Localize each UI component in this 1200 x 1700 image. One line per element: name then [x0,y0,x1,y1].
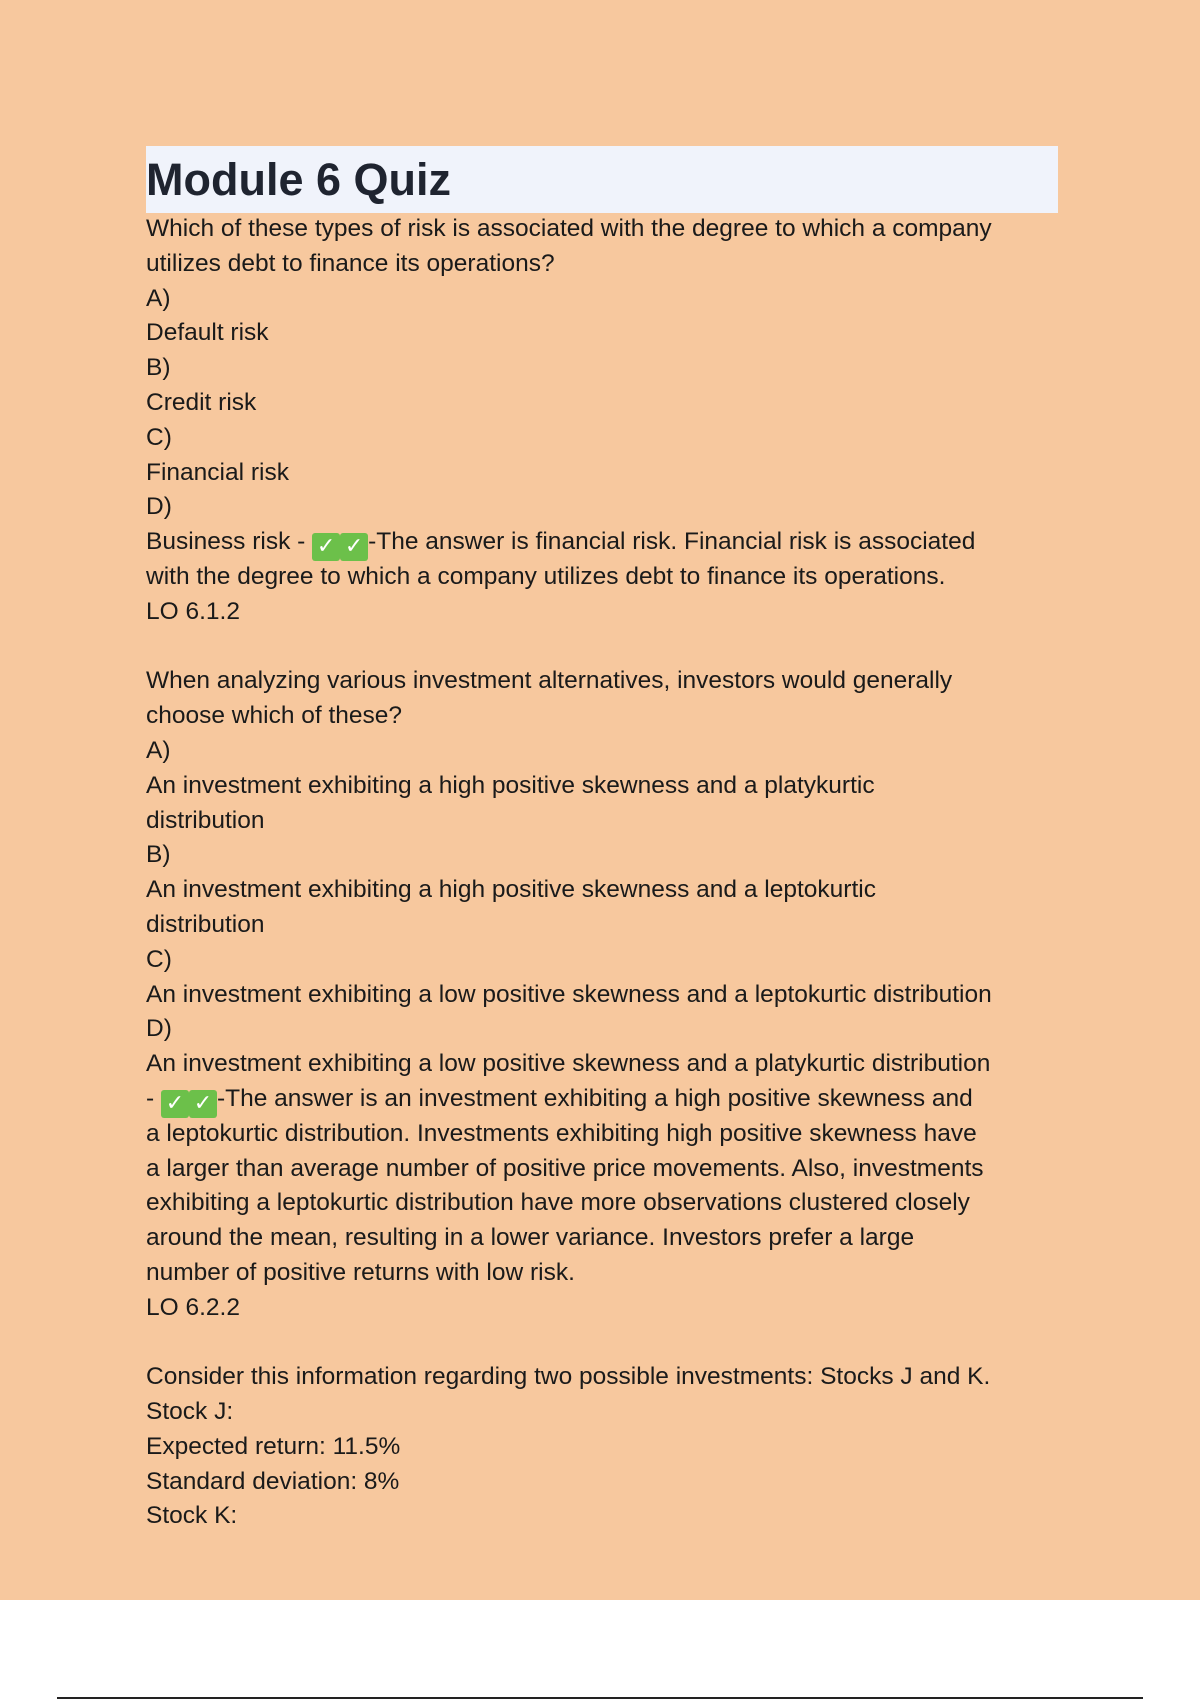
q2-question-line: choose which of these? [146,702,403,730]
q1-option-d-answer-line [146,525,1066,560]
q1-option-c: Financial risk [146,458,289,486]
q2-option-a: distribution [146,806,265,834]
q1-option-a: Default risk [146,319,269,347]
check-mark-icon: ✓ [189,1090,217,1118]
q2-option-b: distribution [146,910,265,938]
q2-learning-objective: LO 6.2.2 [146,1293,240,1321]
q1-label-b: B) [146,354,171,382]
q2-answer-line: number of positive returns with low risk. [146,1258,575,1286]
q2-answer-prefix: - [146,1084,161,1112]
quiz-content [146,212,1066,1534]
q1-option-b: Credit risk [146,388,257,416]
q2-label-b: B) [146,841,171,869]
q2-label-a: A) [146,736,171,764]
q1-option-d: Business risk - [146,528,313,556]
q2-question-line: When analyzing various investment alternatives, investors would generally [146,667,953,695]
q2-label-d: D) [146,1015,172,1043]
spacer [146,630,1066,665]
q2-answer-line: around the mean, resulting in a lower variance. Investors prefer a large [146,1224,915,1252]
check-mark-icon: ✓ [312,533,340,561]
q2-answer-line: a leptokurtic distribution. Investments exhibiting high positive skewness have [146,1119,977,1147]
q2-option-c: An investment exhibiting a low positive skewness and a leptokurtic distribution [146,980,992,1008]
spacer [146,1326,1066,1361]
q1-label-d: D) [146,493,172,521]
q3-intro: Consider this information regarding two possible investments: Stocks J and K. [146,1363,991,1391]
q1-question-line: Which of these types of risk is associated with the degree to which a company [146,215,992,242]
q1-learning-objective: LO 6.1.2 [146,597,240,625]
q1-label-c: C) [146,423,172,451]
q1-label-a: A) [146,284,171,312]
q2-option-d: An investment exhibiting a low positive skewness and a platykurtic distribution [146,1050,991,1078]
q1-answer-text: -The answer is financial risk. Financial risk is associated [368,528,976,556]
q3-standard-deviation: Standard deviation: 8% [146,1467,400,1495]
q2-label-c: C) [146,945,172,973]
q2-answer-text: -The answer is an investment exhibiting a high positive skewness and [216,1084,973,1112]
q1-question-line: utilizes debt to finance its operations? [146,249,555,277]
footer-divider [57,1697,1143,1699]
q3-stock-k-heading: Stock K: [146,1502,238,1530]
q2-option-a: An investment exhibiting a high positive skewness and a platykurtic [146,771,875,799]
check-mark-icon: ✓ [340,533,368,561]
page-title: Module 6 Quiz [146,154,452,205]
check-mark-icon: ✓ [161,1090,189,1118]
q2-answer-line [146,1082,1066,1117]
q2-answer-line: exhibiting a leptokurtic distribution have more observations clustered closely [146,1189,970,1217]
q3-expected-return: Expected return: 11.5% [146,1432,401,1460]
q1-answer-line: with the degree to which a company utilizes debt to finance its operations. [146,562,946,590]
q3-stock-j-heading: Stock J: [146,1398,234,1426]
q2-answer-line: a larger than average number of positive price movements. Also, investments [146,1154,984,1182]
q2-option-b: An investment exhibiting a high positive skewness and a leptokurtic [146,876,876,904]
